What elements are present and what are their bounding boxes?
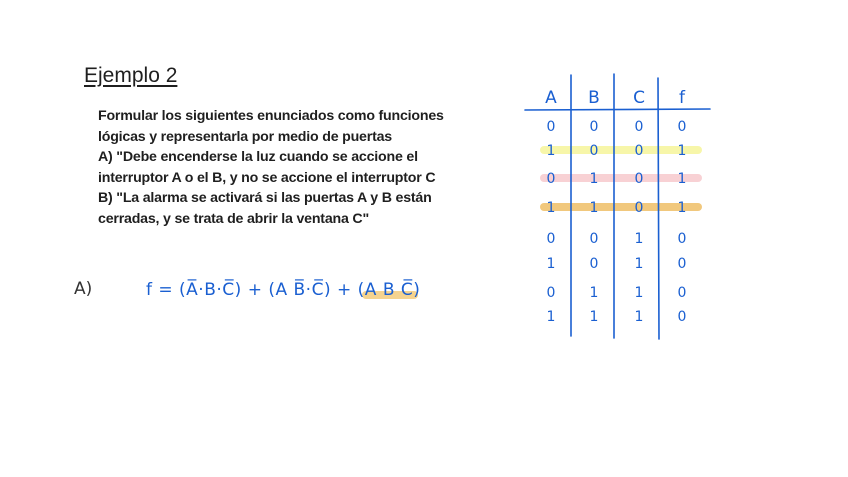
- table-cell: 1: [589, 171, 599, 187]
- table-cell: 0: [634, 119, 644, 135]
- table-cell: 1: [546, 309, 556, 325]
- table-cell: 0: [677, 231, 687, 247]
- table-header-b: B: [588, 88, 600, 108]
- table-header-c: C: [633, 88, 645, 108]
- formula-prefix: f = (: [146, 280, 187, 300]
- table-cell: 1: [589, 285, 599, 301]
- page-title: Ejemplo 2: [84, 64, 178, 87]
- table-cell: 0: [589, 256, 599, 272]
- statement-line: A) "Debe encenderse la luz cuando se accione el: [98, 149, 418, 166]
- table-cell: 1: [589, 309, 599, 325]
- table-cell: 1: [634, 285, 644, 301]
- formula-term-3: (A B C̅): [357, 280, 421, 300]
- table-cell: 1: [546, 143, 556, 159]
- table-cell: 1: [634, 231, 644, 247]
- statement-line: B) "La alarma se activará si las puertas A y B están: [98, 190, 432, 207]
- table-cell: 0: [546, 119, 556, 135]
- table-cell: 1: [589, 200, 599, 216]
- table-grid-line: [525, 109, 710, 110]
- table-cell: 1: [634, 256, 644, 272]
- table-cell: 0: [546, 171, 556, 187]
- table-grid-line: [658, 78, 659, 339]
- statement-line: Formular los siguientes enunciados como funciones: [98, 108, 444, 124]
- table-cell: 0: [546, 231, 556, 247]
- table-cell: 0: [589, 231, 599, 247]
- table-cell: 1: [677, 171, 687, 187]
- table-cell: 1: [677, 143, 687, 159]
- answer-label: A): [74, 279, 93, 299]
- table-cell: 0: [589, 143, 599, 159]
- table-cell: 1: [634, 309, 644, 325]
- table-cell: 1: [546, 256, 556, 272]
- table-cell: 0: [677, 285, 687, 301]
- boolean-formula: [146, 280, 420, 300]
- statement-line: interruptor A o el B, y no se accione el interruptor C: [98, 169, 436, 186]
- table-header-f: f: [679, 88, 685, 108]
- formula-term-2: A B̅·C̅: [275, 280, 324, 300]
- table-cell: 0: [677, 119, 687, 135]
- formula-term-1: A̅·B·C̅: [186, 280, 235, 300]
- table-cell: 1: [546, 200, 556, 216]
- table-header-a: A: [545, 88, 557, 108]
- table-cell: 0: [677, 309, 687, 325]
- table-cell: 0: [546, 285, 556, 301]
- table-cell: 0: [634, 171, 644, 187]
- statement-line: lógicas y representarla por medio de puertas: [98, 128, 392, 145]
- table-cell: 0: [589, 119, 599, 135]
- formula-separator: ) +: [323, 280, 358, 300]
- table-cell: 0: [677, 256, 687, 272]
- formula-separator: ) + (: [234, 280, 276, 300]
- table-cell: 1: [677, 200, 687, 216]
- statement-line: cerradas, y se trata de abrir la ventana C": [98, 210, 369, 227]
- table-cell: 0: [634, 143, 644, 159]
- table-cell: 0: [634, 200, 644, 216]
